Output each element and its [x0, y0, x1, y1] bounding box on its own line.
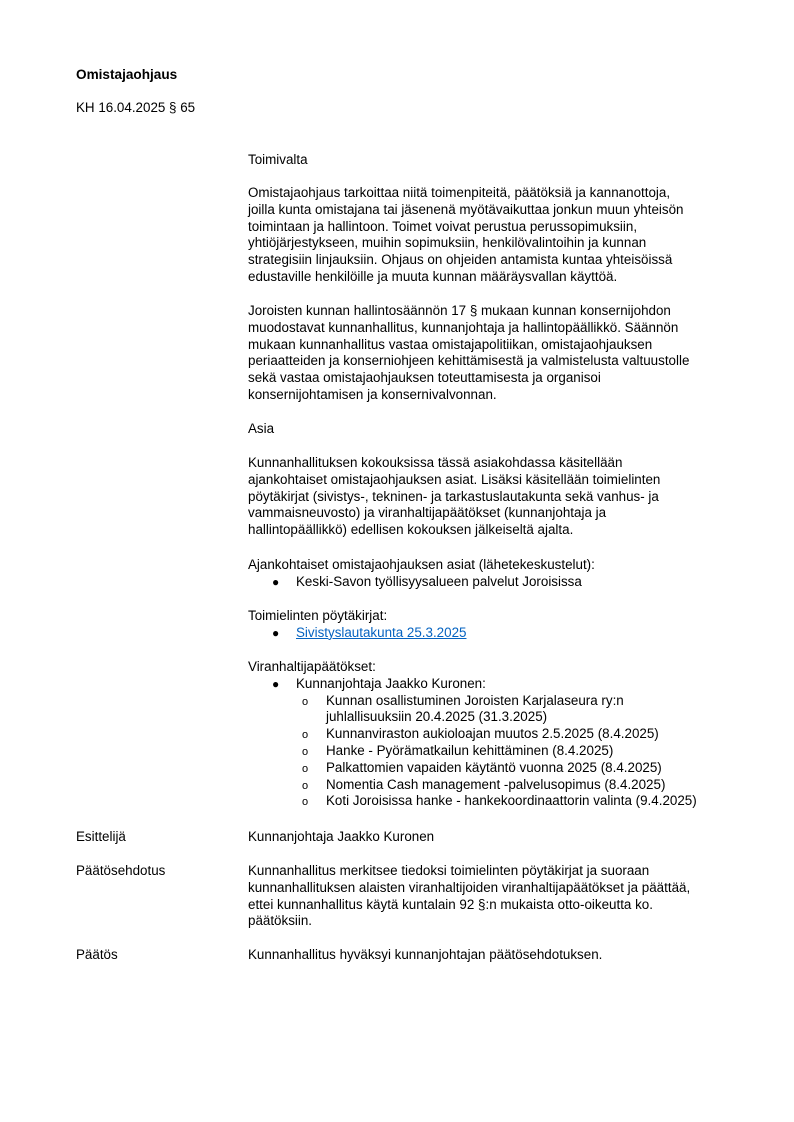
paragraph-line: edustaville henkilöille ja muuta kunnan määräysvallan käyttöä. — [248, 268, 618, 284]
bullet-icon: ● — [272, 676, 280, 691]
paragraph-line: Omistajaohjaus tarkoittaa niitä toimenpiteitä, päätöksiä ja kannanottoja, — [248, 185, 671, 200]
paragraph-line: Kunnanhallituksen kokouksissa tässä asiakohdassa käsitellään — [248, 455, 623, 470]
current-matters — [248, 557, 748, 591]
decision-item — [296, 760, 748, 777]
paragraph-line: ajankohtaiset omistajaohjauksen asiat. Lisäksi käsitellään toimielinten — [248, 471, 661, 487]
paragraph-line: sekä vastaa omistajaohjauksen toteuttamisesta ja organisoi — [248, 370, 601, 386]
paragraph-line: strategisiin linjauksiin. Ohjaus on ohjeiden antamista kuntaa yhteisöissä — [248, 252, 673, 268]
circle-bullet-icon: o — [302, 729, 309, 742]
decision-item — [296, 777, 748, 794]
paatos-label: Päätös — [76, 947, 118, 962]
decision-item — [296, 743, 748, 760]
current-matters-heading: Ajankohtaiset omistajaohjauksen asiat (lähetekeskustelut): — [248, 557, 595, 572]
paragraph-line: Joroisten kunnan hallintosäännön 17 § mukaan kunnan konsernijohdon — [248, 303, 671, 318]
minutes-list — [248, 625, 748, 642]
circle-bullet-icon: o — [302, 762, 309, 775]
paragraph-line: konsernijohtamisen ja konsernivalvonnan. — [248, 386, 497, 402]
paragraph-line: päätöksiin. — [248, 913, 313, 929]
circle-bullet-icon: o — [302, 695, 309, 708]
list-item — [248, 625, 748, 642]
circle-bullet-icon: o — [302, 745, 309, 758]
paragraph-line: hallintopäällikkö) edellisen kokouksen jälkeiseltä ajalta. — [248, 522, 574, 538]
paragraph-line: ettei kunnanhallitus käytä kuntalain 92 §:n mukaista otto-oikeutta ko. — [248, 896, 653, 912]
asia-section — [248, 421, 748, 438]
minutes-heading: Toimielinten pöytäkirjat: — [248, 608, 388, 623]
paatos-value: Kunnanhallitus hyväksyi kunnanjohtajan päätösehdotuksen. — [248, 947, 603, 962]
toimivalta-paragraph-2 — [248, 303, 748, 404]
paatosehdotus-text — [248, 863, 748, 930]
asia-paragraph — [248, 455, 748, 539]
toimivalta-paragraph-1 — [248, 185, 748, 286]
paragraph-line: muodostavat kunnanhallitus, kunnanjohtaja ja hallintopäällikkö. Säännön — [248, 319, 679, 335]
circle-bullet-icon: o — [302, 779, 309, 792]
decision-line: Nomentia Cash management -palvelusopimus (8.4.2025) — [326, 776, 666, 792]
decision-line: juhlallisuuksiin 20.4.2025 (31.3.2025) — [326, 709, 548, 725]
decision-line: Koti Joroisissa hanke - hankekoordinaattorin valinta (9.4.2025) — [326, 793, 697, 809]
decisions-sublist — [296, 693, 748, 811]
paragraph-line: periaatteiden ja konserniohjeen kehittämisestä ja valmistelusta valtuustolle — [248, 353, 690, 369]
asia-heading: Asia — [248, 421, 275, 436]
bullet-icon: ● — [272, 574, 280, 589]
decision-line: Palkattomien vapaiden käytäntö vuonna 2025 (8.4.2025) — [326, 759, 662, 775]
decision-item — [296, 726, 748, 743]
esittelija-value: Kunnanjohtaja Jaakko Kuronen — [248, 829, 435, 844]
list-item — [248, 574, 748, 591]
paragraph-line: mukaan kunnanhallitus vastaa omistajapolitiikan, omistajaohjauksen — [248, 336, 653, 352]
circle-bullet-icon: o — [302, 796, 309, 809]
decisions-heading: Viranhaltijapäätökset: — [248, 659, 376, 674]
paatosehdotus-label: Päätösehdotus — [76, 863, 166, 878]
list-item-text: Keski-Savon työllisyysalueen palvelut Joroisissa — [296, 573, 582, 589]
toimivalta-section — [248, 152, 748, 169]
minutes-link-sivistyslautakunta[interactable]: Sivistyslautakunta 25.3.2025 — [296, 624, 467, 640]
decision-item — [296, 693, 748, 727]
document-title: Omistajaohjaus — [76, 67, 178, 82]
minutes-section — [248, 608, 748, 642]
decision-line: Hanke - Pyörämatkailun kehittäminen (8.4.2025) — [326, 742, 614, 758]
paragraph-line: toimintaan ja hallintoon. Toimet voivat perustua perussopimuksiin, — [248, 218, 638, 234]
decisions-list — [248, 676, 748, 810]
decision-line: Kunnanviraston aukioloajan muutos 2.5.2025 (8.4.2025) — [326, 726, 659, 742]
esittelija-label: Esittelijä — [76, 829, 126, 844]
meeting-reference: KH 16.04.2025 § 65 — [76, 100, 196, 115]
decision-item — [296, 793, 748, 810]
decision-line: Kunnan osallistuminen Joroisten Karjalaseura ry:n — [326, 692, 624, 708]
paragraph-line: joilla kunta omistajana tai jäsenenä myötävaikuttaa jonkun muun yhteisön — [248, 201, 684, 217]
paragraph-line: Kunnanhallitus merkitsee tiedoksi toimielinten pöytäkirjat ja suoraan — [248, 863, 650, 878]
current-matters-list — [248, 574, 748, 591]
toimivalta-heading: Toimivalta — [248, 152, 308, 167]
paragraph-line: yhtiöjärjestykseen, muihin sopimuksiin, henkilövalintoihin ja kunnan — [248, 235, 647, 251]
paragraph-line: vammaisneuvosto) ja viranhaltijapäätökset (kunnanjohtaja ja — [248, 505, 607, 521]
decisions-section — [248, 659, 748, 810]
decisions-group-label: Kunnanjohtaja Jaakko Kuronen: — [296, 675, 486, 691]
paragraph-line: pöytäkirjat (sivistys-, tekninen- ja tarkastuslautakunta sekä vanhus- ja — [248, 488, 659, 504]
paragraph-line: kunnanhallituksen alaisten viranhaltijoiden viranhaltijapäätökset ja päättää, — [248, 879, 691, 895]
bullet-icon: ● — [272, 625, 280, 640]
list-item — [248, 676, 748, 810]
